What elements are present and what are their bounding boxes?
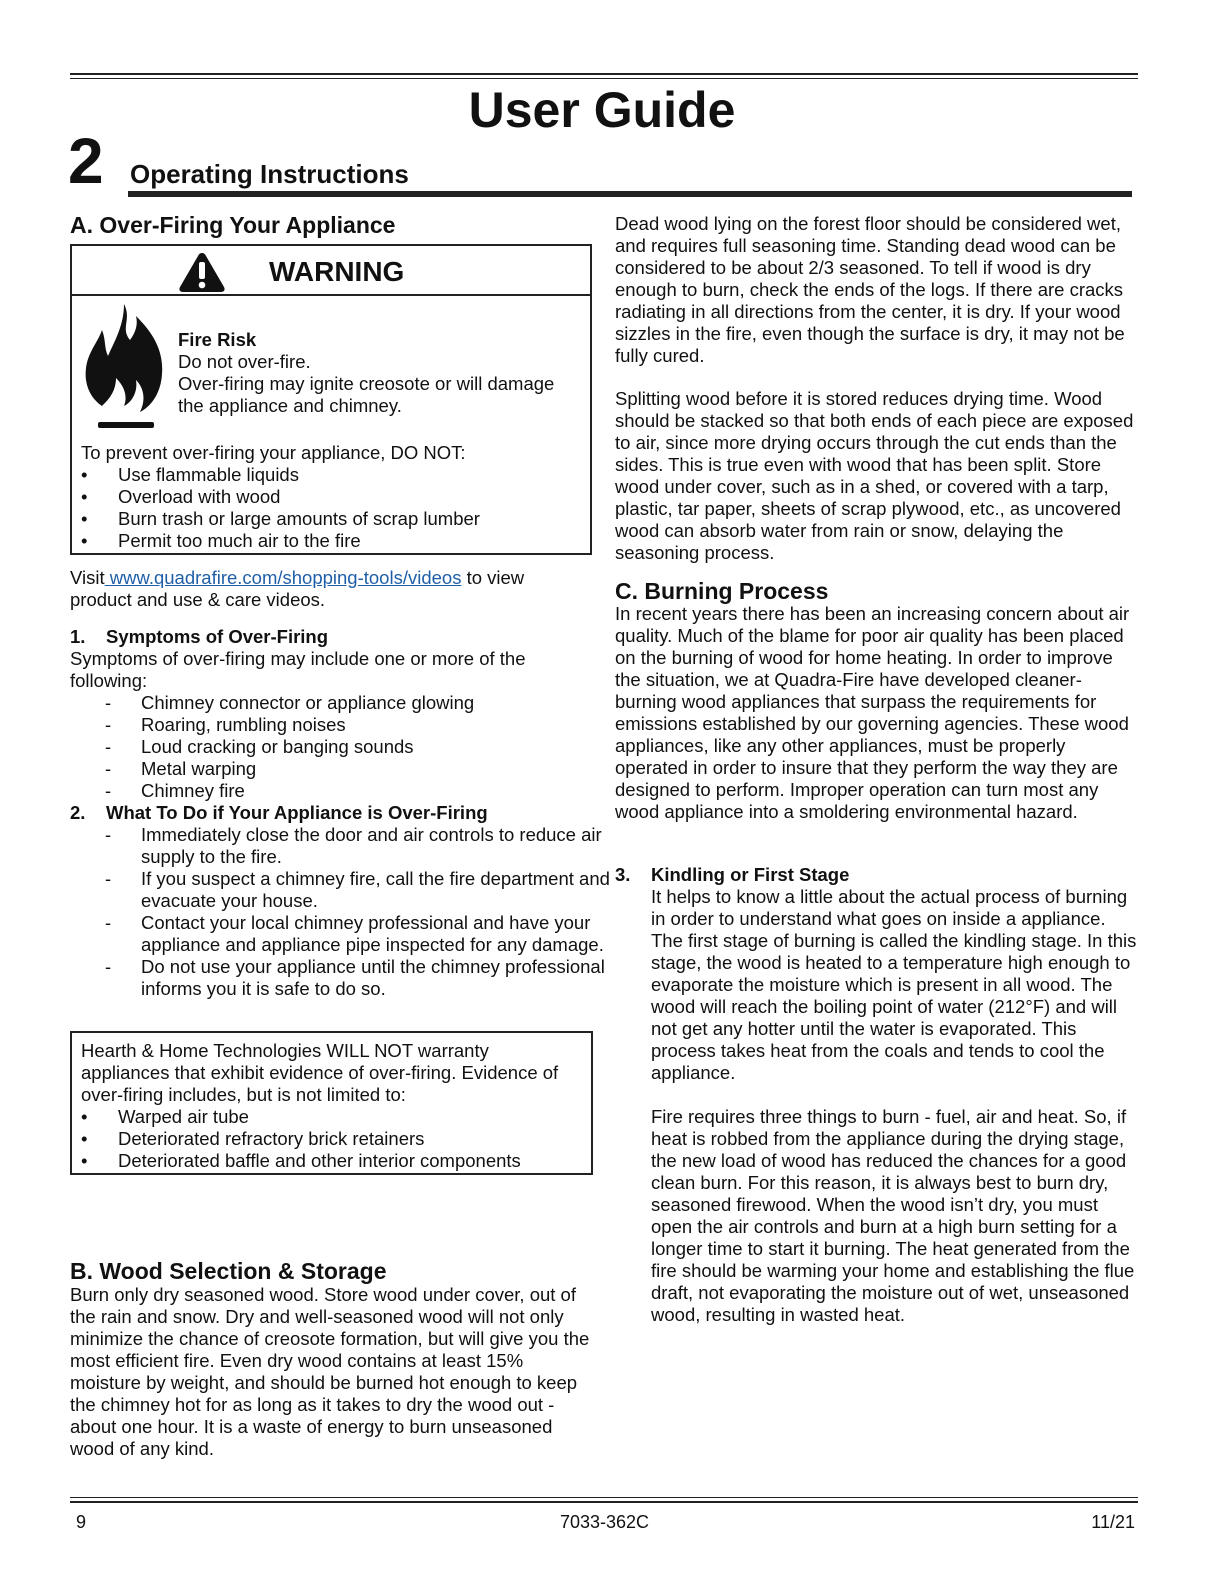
symptoms-number: 1. (70, 626, 86, 647)
warning-box (70, 244, 592, 555)
list-item: - Do not use your appliance until the chimney professional informs you it is safe to do so. (105, 956, 620, 1000)
top-rule-2 (70, 78, 1138, 79)
what-to-do-number: 2. (70, 802, 86, 823)
fire-risk-line: Do not over-fire. (178, 351, 311, 372)
over-firing-prevention (81, 442, 586, 552)
list-item: - Immediately close the door and air controls to reduce air supply to the fire. (105, 824, 620, 868)
list-item: • Use flammable liquids (81, 464, 586, 486)
list-item: • Deteriorated refractory brick retainers (81, 1128, 591, 1150)
kindling-number: 3. (615, 864, 631, 885)
prevention-list (81, 464, 586, 552)
warranty-note-box (70, 1031, 593, 1175)
top-rule-1 (70, 73, 1138, 75)
list-item: - Contact your local chimney professional and have your appliance and appliance pipe inspected for any damage. (105, 912, 620, 956)
page-title: User Guide (468, 82, 736, 138)
chapter-title: Operating Instructions (130, 159, 409, 189)
list-item: • Burn trash or large amounts of scrap lumber (81, 508, 586, 530)
kindling-heading (615, 864, 1140, 886)
what-to-do-heading (70, 802, 590, 824)
what-to-do-list (70, 824, 620, 1000)
footer-rule-2 (70, 1501, 1138, 1503)
list-item: • Warped air tube (81, 1106, 591, 1128)
document-number: 7033-362C (559, 1512, 650, 1532)
prevention-intro: To prevent over-firing your appliance, DO NOT: (81, 442, 466, 463)
section-b-heading: B. Wood Selection & Storage (70, 1258, 387, 1284)
fire-risk-title: Fire Risk (178, 329, 257, 350)
warranty-note-text: Hearth & Home Technologies WILL NOT warranty appliances that exhibit evidence of over-firing. Evidence of over-firing includes, but is not limited to: (81, 1040, 559, 1105)
list-item: - Loud cracking or banging sounds (105, 736, 590, 758)
list-item: • Deteriorated baffle and other interior components (81, 1150, 591, 1172)
what-to-do-title: What To Do if Your Appliance is Over-Firing (106, 802, 488, 823)
section-c-heading: C. Burning Process (615, 578, 829, 604)
kindling-paragraph-2: Fire requires three things to burn - fuel, air and heat. So, if heat is robbed from the appliance during the drying stage, the new load of wood has reduced the chances for a good clean burn. For this reason, it is always best to burn dry, seasoned firewood. When the wood isn’t dry, you must open the air controls and burn at a high burn setting for a longer time to start it burning. The heat generated from the fire should be warming your home and establishing the flue draft, not evaporating the moisture out of wet, unseasoned wood, resulting in wasted heat. (651, 1106, 1135, 1325)
list-item: - Chimney connector or appliance glowing (105, 692, 590, 714)
list-item: • Overload with wood (81, 486, 586, 508)
visit-suffix: to view (461, 567, 525, 588)
section-a-heading: A. Over-Firing Your Appliance (70, 212, 396, 238)
videos-link[interactable]: www.quadrafire.com/shopping-tools/videos (104, 567, 462, 588)
list-item: - Metal warping (105, 758, 590, 780)
symptoms-section (70, 626, 610, 1000)
burning-process-paragraph: In recent years there has been an increasing concern about air quality. Much of the blame for poor air quality has been placed on the burning of wood for home heating. In order to improve the situation, we at Quadra-Fire have developed cleaner-burning wood appliances that surpass the requirements for emissions established by our governing agencies. These wood appliances, like any other appliances, must be properly operated in order to insure that they perform the way they are designed to perform. Improper operation can turn most any wood appliance into a smoldering environmental hazard. (615, 603, 1130, 822)
kindling-paragraph-1: It helps to know a little about the actual process of burning in order to understand what goes on inside a appliance. The first stage of burning is called the kindling stage. In this stage, the wood is heated to a temperature high enough to evaporate the moisture which is present in all wood. The wood will reach the boiling point of water (212°F) and will not get any hotter until the water is evaporated. This process takes heat from the coals and tends to cool the appliance. (651, 886, 1137, 1083)
visit-prefix: Visit (70, 567, 105, 588)
warning-triangle-icon (177, 251, 227, 298)
list-item: - Chimney fire (105, 780, 590, 802)
footer-rule-1 (70, 1497, 1138, 1498)
fire-risk-line: Over-firing may ignite creosote or will damage (178, 373, 555, 394)
wood-selection-paragraph: Burn only dry seasoned wood. Store wood under cover, out of the rain and snow. Dry and well-seasoned wood will not only minimize the chance of creosote formation, but will give you the most efficient fire. Even dry wood contains at least 15% moisture by weight, and should be burned hot enough to keep the chimney hot for as long as it takes to dry the wood out - about one hour. It is a waste of energy to burn unseasoned wood of any kind. (70, 1284, 590, 1459)
fire-risk-line: the appliance and chimney. (178, 395, 402, 416)
page-number: 9 (76, 1512, 87, 1532)
list-item: - If you suspect a chimney fire, call the fire department and evacuate your house. (105, 868, 620, 912)
video-link-paragraph (70, 567, 590, 611)
kindling-section (615, 864, 1140, 1326)
fire-risk-text (178, 329, 588, 417)
warning-title: WARNING (269, 256, 405, 287)
list-item: - Roaring, rumbling noises (105, 714, 590, 736)
chapter-number: 2 (68, 125, 104, 197)
revision-date: 11/21 (1091, 1512, 1135, 1532)
kindling-title: Kindling or First Stage (651, 864, 850, 885)
fire-hazard-icon (80, 302, 170, 439)
splitting-wood-paragraph: Splitting wood before it is stored reduces drying time. Wood should be stacked so that both ends of each piece are exposed to air, since more drying occurs through the cut ends than the sides. This is true even with wood that has been split. Store wood under cover, such as in a shed, or covered with a tarp, plastic, tar paper, sheets of scrap plywood, etc., as uncovered wood can absorb water from rain or snow, delaying the seasoning process. (615, 388, 1134, 563)
list-item: • Permit too much air to the fire (81, 530, 586, 552)
symptoms-heading (70, 626, 590, 648)
warranty-note-list (81, 1106, 591, 1172)
symptoms-title: Symptoms of Over-Firing (106, 626, 329, 647)
chapter-rule (128, 191, 1132, 197)
visit-line-2: product and use & care videos. (70, 589, 326, 610)
symptoms-intro: Symptoms of over-firing may include one or more of the following: (70, 648, 526, 691)
symptoms-list (70, 692, 590, 802)
warning-header (72, 246, 590, 296)
dead-wood-paragraph: Dead wood lying on the forest floor should be considered wet, and requires full seasoning time. Standing dead wood can be considered to be about 2/3 seasoned. To tell if wood is dry enough to burn, check the ends of the logs. If there are cracks radiating in all directions from the center, it is dry. If your wood sizzles in the fire, even though the surface is dry, it may not be fully cured. (615, 213, 1125, 366)
